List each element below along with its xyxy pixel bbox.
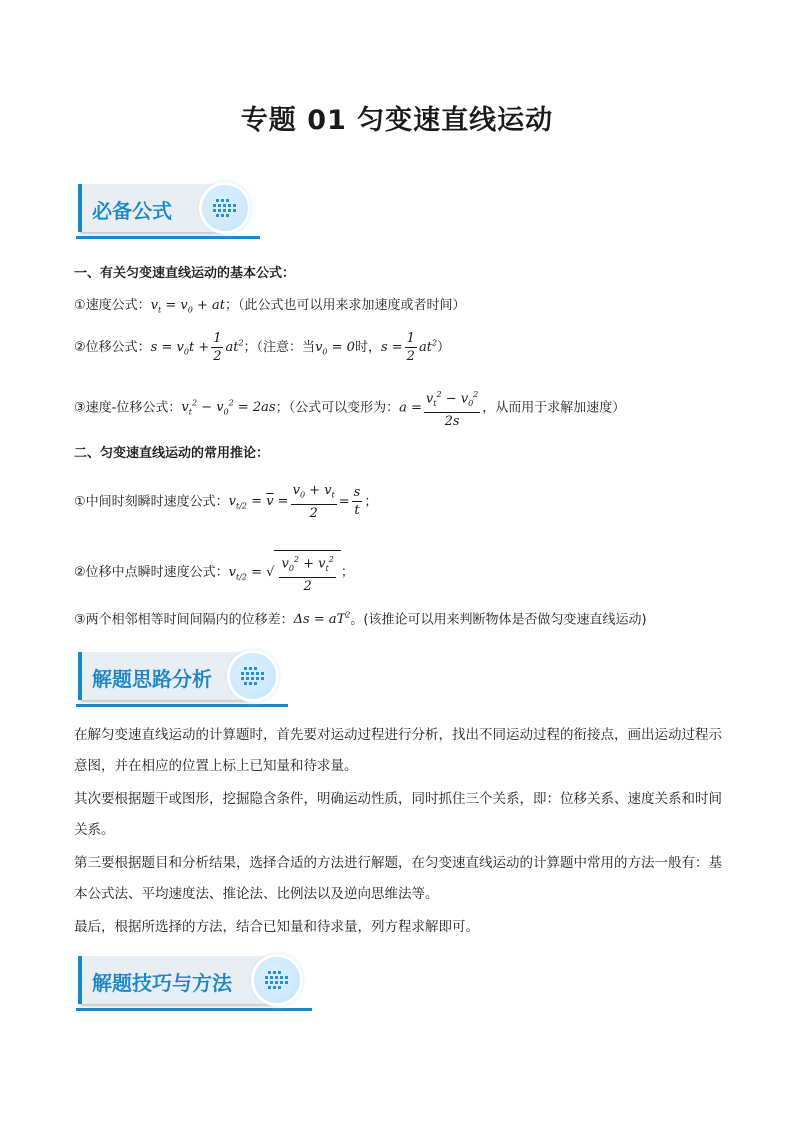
formula-displacement: ②位移公式：$s = v_0t$ + $\frac{1}{2}$ $at^2$；（注意：当$v_0 = 0$时，s = $\frac{1}{2}$ $at^2$） [74,331,451,364]
formula-mid-time-velocity: ①中间时刻瞬时速度公式：$v_{t/2} = \overline{v}$ = $\frac{v_0 + v_t}{2}$ = $\frac{s}{t}$ ； [74,483,378,521]
formula-velocity-displacement: ③速度-位移公式：$v_t^2 - v_0^2 = 2as$；（公式可以变形为：a = $\frac{v_t^2 - v_0^2}{2s}$ ，从而用于求解加速度） [74,386,625,430]
grid-dots-icon [230,653,276,699]
analysis-paragraph-3: 第三要根据题目和分析结果，选择合适的方法进行解题，在匀变速直线运动的计算题中常用的方法一般有：基本公式法、平均速度法、推论法、比例法以及逆向思维法等。 [74,855,722,902]
section-banner-analysis [78,652,294,714]
formula-velocity: ①速度公式：$v_t = v_0$ + at；（此公式也可以用来求加速度或者时间） [74,298,466,315]
analysis-paragraph-2: 其次要根据题干或图形，挖掘隐含条件，明确运动性质，同时抓住三个关系，即：位移关系、速度关系和时间关系。 [74,791,722,838]
analysis-paragraph-1: 在解匀变速直线运动的计算题时，首先要对运动过程进行分析，找出不同运动过程的衔接点，画出运动过程示意图，并在相应的位置上标上已知量和待求量。 [74,727,722,774]
section-title: 解题思路分析 [92,667,212,691]
grid-dots-icon [254,957,300,1003]
heading-corollaries: 二、匀变速直线运动的常用推论： [74,446,270,461]
page-title: 专题 01 匀变速直线运动 [240,105,554,136]
grid-dots-icon [202,185,248,231]
section-title: 解题技巧与方法 [92,971,232,995]
section-banner-formulas [78,184,268,246]
section-banner-techniques [78,956,318,1018]
analysis-paragraph-4: 最后，根据所选择的方法，结合已知量和待求量，列方程求解即可。 [74,919,479,935]
formula-mid-position-velocity: ②位移中点瞬时速度公式：$v_{t/2}$ = √ $\frac{v_0^2 + v_t^2}{2}$ ； [74,550,354,595]
heading-basic-formulas: 一、有关匀变速直线运动的基本公式： [74,266,296,281]
section-title: 必备公式 [92,199,172,223]
formula-displacement-difference: ③两个相邻相等时间间隔内的位移差：$\Delta s = aT^2$。(该推论可以用来判断物体是否做匀变速直线运动) [74,611,647,628]
